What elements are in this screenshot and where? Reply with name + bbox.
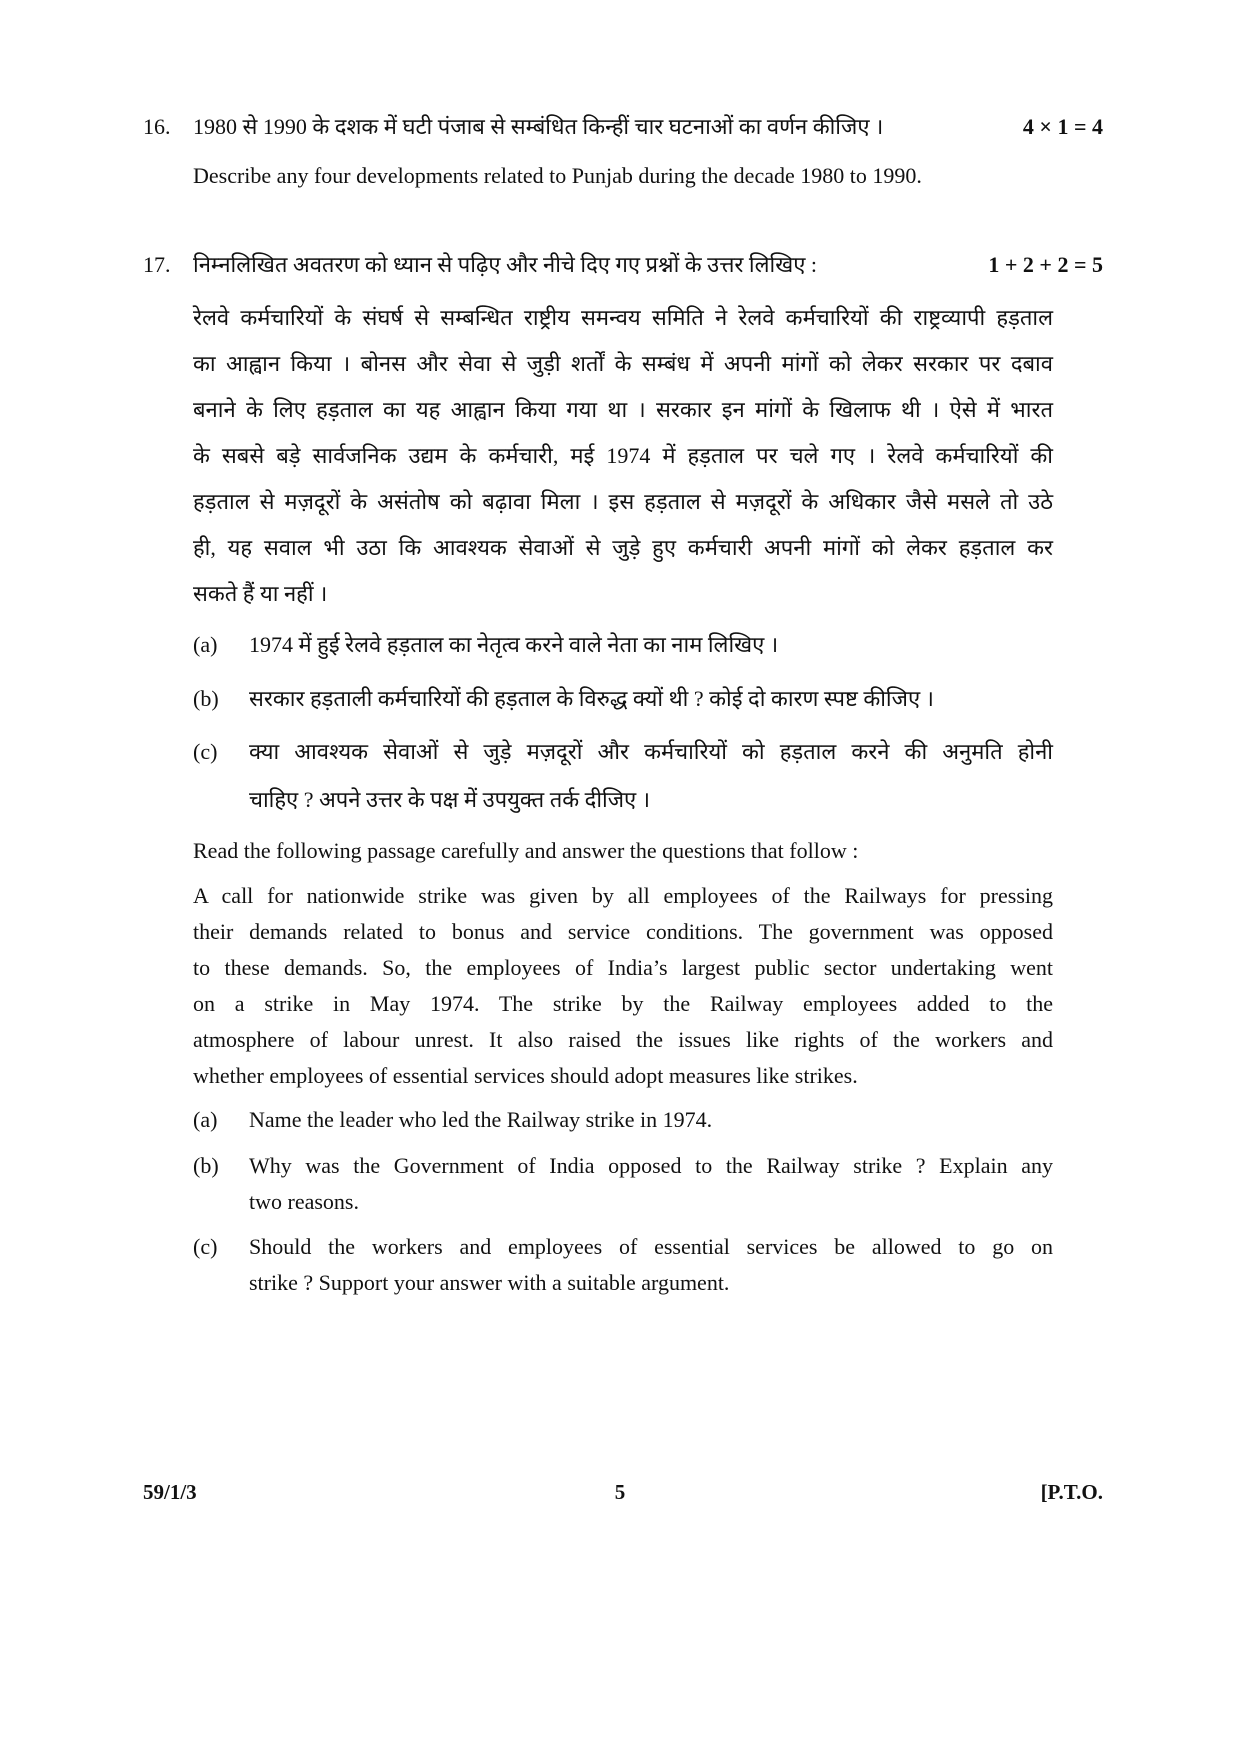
passage-line: हड़ताल से मज़दूरों के असंतोष को बढ़ावा मिला । इस हड़ताल से मज़दूरों के अधिकार जैसे मसले तो उठे xyxy=(193,489,1053,514)
sub-question-label: (c) xyxy=(193,1234,218,1259)
marks-allocation: 1 + 2 + 2 = 5 xyxy=(988,252,1103,277)
paper-code: 59/1/3 xyxy=(143,1480,197,1504)
passage-line: to these demands. So, the employees of India’s largest public sector undertaking went xyxy=(193,955,1053,980)
sub-question-label: (a) xyxy=(193,1107,218,1132)
sub-question-text: चाहिए ? अपने उत्तर के पक्ष में उपयुक्त तर्क दीजिए । xyxy=(249,787,651,812)
sub-question-text: Name the leader who led the Railway strike in 1974. xyxy=(249,1107,713,1132)
marks-allocation: 4 × 1 = 4 xyxy=(1022,114,1103,139)
passage-line: बनाने के लिए हड़ताल का यह आह्वान किया गया था । सरकार इन मांगों के खिलाफ थी । ऐसे में भारत xyxy=(193,397,1053,422)
sub-question-label: (a) xyxy=(193,632,218,657)
sub-question-text: Should the workers and employees of essential services be allowed to go on xyxy=(249,1234,1053,1259)
please-turn-over: [P.T.O. xyxy=(1040,1480,1103,1504)
passage-line: A call for nationwide strike was given by all employees of the Railways for pressing xyxy=(193,883,1053,908)
question-instruction-hindi: निम्नलिखित अवतरण को ध्यान से पढ़िए और नीचे दिए गए प्रश्नों के उत्तर लिखिए : xyxy=(193,252,818,277)
sub-question-text: 1974 में हुई रेलवे हड़ताल का नेतृत्व करने वाले नेता का नाम लिखिए । xyxy=(249,632,779,657)
sub-question-text: सरकार हड़ताली कर्मचारियों की हड़ताल के विरुद्ध क्यों थी ? कोई दो कारण स्पष्ट कीजिए । xyxy=(249,686,934,711)
passage-line: whether employees of essential services should adopt measures like strikes. xyxy=(193,1063,858,1088)
sub-question-text: Why was the Government of India opposed to the Railway strike ? Explain any xyxy=(249,1153,1053,1178)
passage-line: रेलवे कर्मचारियों के संघर्ष से सम्बन्धित राष्ट्रीय समन्वय समिति ने रेलवे कर्मचारियों की राष्ट्रव्यापी हड़ताल xyxy=(193,305,1053,330)
sub-question-label: (c) xyxy=(193,739,218,764)
passage-line: का आह्वान किया । बोनस और सेवा से जुड़ी शर्तों के सम्बंध में अपनी मांगों को लेकर सरकार पर दबाव xyxy=(193,351,1053,376)
sub-question-label: (b) xyxy=(193,686,219,711)
question-instruction-english: Read the following passage carefully and answer the questions that follow : xyxy=(193,838,859,863)
passage-line: atmosphere of labour unrest. It also raised the issues like rights of the workers and xyxy=(193,1027,1053,1052)
sub-question-text: two reasons. xyxy=(249,1189,359,1214)
question-number: 17. xyxy=(143,252,171,277)
sub-question-label: (b) xyxy=(193,1153,219,1178)
question-number: 16. xyxy=(143,114,171,139)
page-number: 5 xyxy=(614,1480,626,1504)
passage-line: on a strike in May 1974. The strike by the Railway employees added to the xyxy=(193,991,1053,1016)
passage-line: ही, यह सवाल भी उठा कि आवश्यक सेवाओं से जुड़े हुए कर्मचारी अपनी मांगों को लेकर हड़ताल कर xyxy=(193,535,1053,560)
question-text-hindi: 1980 से 1990 के दशक में घटी पंजाब से सम्बंधित किन्हीं चार घटनाओं का वर्णन कीजिए । xyxy=(193,114,884,139)
sub-question-text: क्या आवश्यक सेवाओं से जुड़े मज़दूरों और कर्मचारियों को हड़ताल करने की अनुमति होनी xyxy=(249,739,1053,764)
sub-question-text: strike ? Support your answer with a suitable argument. xyxy=(249,1270,730,1295)
passage-line: their demands related to bonus and service conditions. The government was opposed xyxy=(193,919,1053,944)
question-text-english: Describe any four developments related to Punjab during the decade 1980 to 1990. xyxy=(193,163,922,188)
passage-line: सकते हैं या नहीं । xyxy=(193,581,328,606)
passage-line: के सबसे बड़े सार्वजनिक उद्यम के कर्मचारी, मई 1974 में हड़ताल पर चले गए । रेलवे कर्मचारियों की xyxy=(193,443,1053,468)
